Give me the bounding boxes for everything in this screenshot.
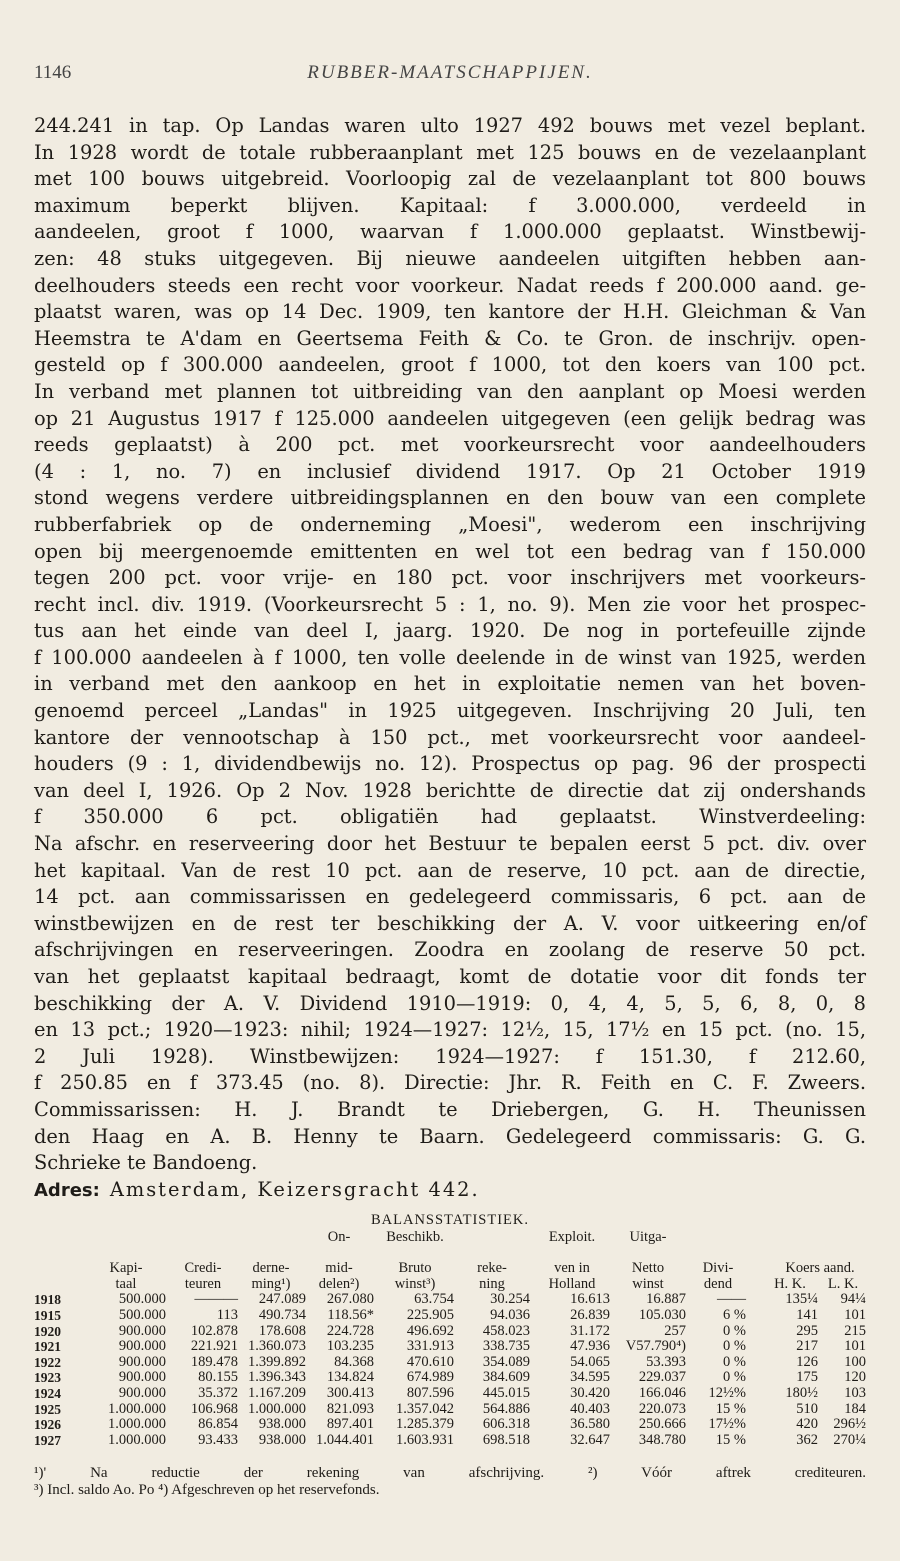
body-line: afschrijvingen en reserveeringen. Zoodra en zoolang de reserve 50 pct.: [34, 938, 866, 962]
body-line: tus aan het einde van deel I, jaarg. 1920. De nog in portefeuille zijnde: [34, 619, 866, 643]
body-line: houders (9 : 1, dividendbewijs no. 12). Prospectus op pag. 96 der prospecti: [34, 752, 866, 776]
stats-cell: 63.754: [414, 1291, 454, 1308]
stats-cell: 1.396.343: [248, 1369, 306, 1386]
stats-cell: 1.000.000: [108, 1400, 166, 1417]
stats-row: [34, 1402, 866, 1418]
stats-row: [34, 1417, 866, 1433]
stats-cell: 224.728: [326, 1322, 374, 1339]
stats-row: [34, 1292, 866, 1308]
stats-year-cell: 1924: [34, 1385, 61, 1401]
stats-header-cell: winst³): [394, 1275, 436, 1292]
body-line: met 100 bouws uitgebreid. Voorloopig zal de vezelaanplant tot 800 bouws: [34, 167, 866, 191]
stats-header-cell: Divi-: [702, 1260, 734, 1277]
stats-cell: 12½%: [708, 1384, 746, 1401]
body-line: Na afschr. en reserveering door het Bestuur te bepalen eerst 5 pct. div. over: [34, 832, 866, 856]
body-line: genoemd perceel „Landas" in 1925 uitgegeven. Inschrijving 20 Juli, ten: [34, 699, 866, 723]
body-line: winstbewijzen en de rest ter beschikking der A. V. voor uitkeering en/of: [34, 911, 866, 935]
stats-cell: 300.413: [326, 1384, 374, 1401]
stats-row: [34, 1308, 866, 1324]
stats-cell: 458.023: [482, 1322, 530, 1339]
stats-cell: 141: [796, 1306, 818, 1323]
stats-cell: 6 %: [723, 1306, 746, 1323]
stats-header-cell: mid-: [325, 1260, 353, 1277]
stats-header-cell: derne-: [252, 1260, 290, 1277]
stats-cell: 113: [216, 1306, 238, 1323]
body-line: tegen 200 pct. voor vrije- en 180 pct. voor inschrijvers met voorkeurs-: [34, 566, 866, 590]
body-line: (4 : 1, no. 7) en inclusief dividend 1917. Op 21 October 1919: [34, 459, 866, 483]
stats-cell: 126: [796, 1353, 818, 1370]
stats-header-cell: Uitga-: [629, 1229, 667, 1245]
stats-cell: 220.073: [638, 1400, 686, 1417]
page-number: 1146: [34, 62, 72, 83]
stats-cell: 103: [844, 1384, 866, 1401]
stats-cell: 500.000: [118, 1291, 166, 1308]
body-line: open bij meergenoemde emittenten en wel tot een bedrag van f 150.000: [34, 539, 866, 563]
body-line: deelhouders steeds een recht voor voorkeur. Nadat reeds f 200.000 aand. ge-: [34, 273, 866, 297]
stats-cell: 86.854: [198, 1416, 238, 1433]
stats-cell: 938.000: [258, 1431, 306, 1448]
stats-cell: 94¼: [840, 1291, 866, 1308]
stats-cell: 16.613: [570, 1291, 610, 1308]
address-value: Amsterdam, Keizersgracht 442.: [109, 1177, 480, 1201]
body-line: gesteld op f 300.000 aandeelen, groot f 1000, tot den koers van 100 pct.: [34, 353, 866, 377]
stats-cell: 32.647: [570, 1431, 610, 1448]
body-line: van het geplaatst kapitaal bedraagt, komt de dotatie voor dit fonds ter: [34, 965, 866, 988]
stats-header-cell: winst: [632, 1275, 664, 1292]
stats-cell: 102.878: [190, 1322, 238, 1339]
stats-year-cell: 1915: [34, 1307, 61, 1323]
stats-cell: 53.393: [646, 1353, 686, 1370]
stats-header-cell: On-: [327, 1229, 351, 1245]
body-line: plaatst waren, was op 14 Dec. 1909, ten kantore der H.H. Gleichman & Van: [34, 300, 866, 324]
stats-title: BALANSSTATISTIEK.: [370, 1212, 530, 1228]
running-title: RUBBER-MAATSCHAPPIJEN.: [307, 62, 593, 83]
stats-cell: 564.886: [482, 1400, 530, 1417]
stats-cell: 100: [844, 1353, 866, 1370]
stats-header-row: [34, 1230, 866, 1246]
stats-header-cell: teuren: [184, 1275, 222, 1292]
stats-cell: 1.000.000: [108, 1431, 166, 1448]
stats-cell: 135¼: [785, 1291, 818, 1308]
stats-cell: 1.044.401: [316, 1431, 374, 1448]
body-line: rubberfabriek op de onderneming „Moesi", wederom een inschrijving: [34, 512, 866, 536]
stats-cell: 106.968: [190, 1400, 238, 1417]
stats-cell: 80.155: [198, 1369, 238, 1386]
stats-cell: 1.285.379: [396, 1416, 454, 1433]
body-line: Heemstra te A'dam en Geertsema Feith & Co. te Gron. de inschrijv. open-: [34, 326, 866, 350]
stats-cell: 267.080: [326, 1291, 374, 1308]
stats-header-cell: ming¹): [251, 1275, 291, 1292]
stats-header-cell: Holland: [548, 1275, 596, 1292]
stats-cell: 900.000: [118, 1384, 166, 1401]
stats-cell: 362: [796, 1431, 818, 1448]
stats-year-cell: 1920: [34, 1323, 61, 1339]
stats-cell: 490.734: [258, 1306, 306, 1323]
stats-cell: 938.000: [258, 1416, 306, 1433]
address-line: [34, 1177, 866, 1204]
stats-cell: 674.989: [406, 1369, 454, 1386]
stats-cell: 166.046: [638, 1384, 686, 1401]
stats-cell: 470.610: [406, 1353, 454, 1370]
body-line: in verband met den aankoop en het in exploitatie nemen van het boven-: [34, 672, 866, 696]
stats-cell: 84.368: [334, 1353, 374, 1370]
stats-cell: 215: [844, 1322, 866, 1339]
body-line: maximum beperkt blijven. Kapitaal: f 3.000.000, verdeeld in: [34, 193, 866, 217]
stats-table: [34, 1230, 866, 1448]
stats-cell: 900.000: [118, 1338, 166, 1355]
stats-cell: 105.030: [638, 1306, 686, 1323]
body-line: f 350.000 6 pct. obligatiën had geplaatst. Winstverdeeling:: [34, 805, 866, 829]
stats-header-cell: reke-: [477, 1260, 507, 1277]
stats-cell: 180½: [785, 1384, 818, 1401]
address-label: Adres:: [34, 1179, 100, 1201]
stats-cell: 40.403: [570, 1400, 610, 1417]
stats-header-cell: Kapi-: [109, 1260, 143, 1277]
stats-cell: 445.015: [482, 1384, 530, 1401]
stats-cell: ——: [717, 1291, 746, 1308]
stats-cell: 1.167.209: [248, 1384, 306, 1401]
stats-cell: 94.036: [490, 1306, 530, 1323]
stats-cell: 338.735: [482, 1338, 530, 1355]
stats-header-cell: Bruto: [398, 1260, 432, 1277]
stats-row: [34, 1370, 866, 1386]
stats-cell: 15 %: [715, 1431, 746, 1448]
stats-cell: 496.692: [406, 1322, 454, 1339]
page-header: [34, 62, 866, 92]
stats-cell: 30.420: [570, 1384, 610, 1401]
stats-cell: 118.56*: [327, 1306, 374, 1323]
stats-header-row: [34, 1277, 866, 1293]
stats-cell: 184: [844, 1400, 866, 1417]
stats-cell: 510: [796, 1400, 818, 1417]
stats-cell: 34.595: [570, 1369, 610, 1386]
body-line: kantore der vennootschap à 150 pct., met voorkeursrecht voor aandeel-: [34, 725, 866, 749]
stats-cell: 698.518: [482, 1431, 530, 1448]
stats-cell: 189.478: [190, 1353, 238, 1370]
body-line: In verband met plannen tot uitbreiding van den aanplant op Moesi werden: [34, 379, 866, 403]
body-line: aandeelen, groot f 1000, waarvan f 1.000.000 geplaatst. Winstbewij-: [34, 220, 866, 244]
footnote: ³) Incl. saldo Ao. Po ⁴) Afgeschreven op het reservefonds.: [34, 1482, 380, 1498]
stats-cell: 821.093: [326, 1400, 374, 1417]
stats-cell: 120: [844, 1369, 866, 1386]
stats-cell: 900.000: [118, 1322, 166, 1339]
stats-cell: 101: [844, 1338, 866, 1355]
stats-cell: 270¼: [833, 1431, 866, 1448]
stats-cell: 0 %: [723, 1322, 746, 1339]
stats-header-row: [34, 1246, 866, 1262]
stats-header-cell: dend: [703, 1275, 733, 1292]
stats-row: [34, 1339, 866, 1355]
stats-year-cell: 1923: [34, 1370, 61, 1386]
stats-cell: 384.609: [482, 1369, 530, 1386]
stats-cell: 0 %: [723, 1369, 746, 1386]
stats-cell: 36.580: [570, 1416, 610, 1433]
body-line: f 250.85 en f 373.45 (no. 8). Directie: Jhr. R. Feith en C. F. Zweers.: [34, 1071, 866, 1095]
stats-cell: 354.089: [482, 1353, 530, 1370]
body-line: 14 pct. aan commissarissen en gedelegeerd commissaris, 6 pct. aan de: [34, 885, 866, 909]
body-line: beschikking der A. V. Dividend 1910—1919: 0, 4, 4, 5, 5, 6, 8, 0, 8: [34, 991, 866, 1015]
body-line: 2 Juli 1928). Winstbewijzen: 1924—1927: f 151.30, f 212.60,: [34, 1044, 866, 1068]
stats-cell: V57.790⁴): [625, 1338, 686, 1355]
stats-cell: 54.065: [570, 1353, 610, 1370]
footnote: ¹)' Na reductie der rekening van afschrijving. ²) Vóór aftrek crediteuren.: [34, 1465, 866, 1481]
stats-header-cell: H. K.: [774, 1275, 806, 1292]
stats-cell: 225.905: [406, 1306, 454, 1323]
body-line: Commissarissen: H. J. Brandt te Driebergen, G. H. Theunissen: [34, 1097, 866, 1121]
body-line: f 100.000 aandeelen à f 1000, ten volle deelende in de winst van 1925, werden: [34, 645, 866, 669]
stats-year-cell: 1918: [34, 1292, 61, 1308]
stats-header-cell: Credi-: [184, 1260, 222, 1277]
stats-cell: 30.254: [490, 1291, 530, 1308]
stats-year-cell: 1925: [34, 1401, 61, 1417]
body-line: op 21 Augustus 1917 f 125.000 aandeelen uitgegeven (een gelijk bedrag was: [34, 406, 866, 430]
stats-header-cell: Exploit.: [548, 1229, 596, 1245]
stats-header-cell: Beschikb.: [386, 1229, 444, 1245]
body-line: 244.241 in tap. Op Landas waren ulto 1927 492 bouws met vezel beplant.: [34, 114, 866, 137]
stats-header-cell: Netto: [631, 1260, 665, 1277]
stats-year-cell: 1927: [34, 1432, 61, 1448]
stats-cell: 1.603.931: [396, 1431, 454, 1448]
stats-cell: 420: [796, 1416, 818, 1433]
stats-row: [34, 1386, 866, 1402]
stats-row: [34, 1433, 866, 1449]
stats-cell: 221.921: [190, 1338, 238, 1355]
stats-cell: 229.037: [638, 1369, 686, 1386]
stats-cell: 0 %: [723, 1353, 746, 1370]
stats-cell: 0 %: [723, 1338, 746, 1355]
stats-cell: 47.936: [570, 1338, 610, 1355]
stats-cell: 16.887: [646, 1291, 686, 1308]
body-line: het kapitaal. Van de rest 10 pct. aan de reserve, 10 pct. aan de directie,: [34, 858, 866, 882]
stats-cell: 103.235: [326, 1338, 374, 1355]
stats-cell: 1.360.073: [248, 1338, 306, 1355]
stats-row: [34, 1355, 866, 1371]
body-line: van deel I, 1926. Op 2 Nov. 1928 berichtte de directie dat zij ondershands: [34, 778, 866, 802]
stats-cell: 26.839: [570, 1306, 610, 1323]
body-line: recht incl. div. 1919. (Voorkeursrecht 5 : 1, no. 9). Men zie voor het prospec-: [34, 592, 866, 616]
stats-cell: 217: [796, 1338, 818, 1355]
stats-cell: 35.372: [198, 1384, 238, 1401]
stats-header-cell: Koers aand.: [785, 1260, 855, 1277]
stats-year-cell: 1922: [34, 1354, 61, 1370]
stats-cell: 257: [664, 1322, 686, 1339]
stats-year-cell: 1926: [34, 1417, 61, 1433]
stats-header-cell: delen²): [318, 1275, 360, 1292]
footnotes: [34, 1465, 866, 1499]
body-line: In 1928 wordt de totale rubberaanplant met 125 bouws en de vezelaanplant: [34, 140, 866, 164]
body-line: den Haag en A. B. Henny te Baarn. Gedelegeerd commissaris: G. G.: [34, 1124, 866, 1148]
stats-cell: 1.357.042: [396, 1400, 454, 1417]
stats-cell: 897.401: [326, 1416, 374, 1433]
body-line: en 13 pct.; 1920—1923: nihil; 1924—1927: 12½, 15, 17½ en 15 pct. (no. 15,: [34, 1018, 866, 1042]
stats-cell: 101: [844, 1306, 866, 1323]
body-line: Schrieke te Bandoeng.: [34, 1151, 258, 1175]
stats-cell: 807.596: [406, 1384, 454, 1401]
stats-cell: 606.318: [482, 1416, 530, 1433]
stats-cell: 15 %: [715, 1400, 746, 1417]
stats-cell: 900.000: [118, 1369, 166, 1386]
stats-cell: 31.172: [570, 1322, 610, 1339]
stats-header-cell: ning: [479, 1275, 505, 1292]
stats-header-cell: ven in: [554, 1260, 590, 1277]
body-line: zen: 48 stuks uitgegeven. Bij nieuwe aandeelen uitgiften hebben aan-: [34, 246, 866, 270]
stats-cell: 900.000: [118, 1353, 166, 1370]
stats-cell: ———: [194, 1291, 238, 1308]
stats-cell: 134.824: [326, 1369, 374, 1386]
stats-cell: 1.399.892: [248, 1353, 306, 1370]
stats-cell: 348.780: [638, 1431, 686, 1448]
body-text: [34, 113, 866, 1203]
body-line: stond wegens verdere uitbreidingsplannen en den bouw van een complete: [34, 486, 866, 510]
stats-header-row: [34, 1261, 866, 1277]
stats-cell: 331.913: [406, 1338, 454, 1355]
stats-cell: 175: [796, 1369, 818, 1386]
stats-year-cell: 1921: [34, 1339, 61, 1355]
balance-statistics: [34, 1212, 866, 1448]
stats-cell: 500.000: [118, 1306, 166, 1323]
stats-cell: 1.000.000: [248, 1400, 306, 1417]
stats-cell: 295: [796, 1322, 818, 1339]
stats-header-cell: L. K.: [827, 1275, 859, 1292]
stats-cell: 93.433: [198, 1431, 238, 1448]
stats-row: [34, 1324, 866, 1340]
stats-cell: 178.608: [258, 1322, 306, 1339]
stats-cell: 250.666: [638, 1416, 686, 1433]
stats-cell: 247.089: [258, 1291, 306, 1308]
stats-cell: 1.000.000: [108, 1416, 166, 1433]
stats-cell: 17½%: [708, 1416, 746, 1433]
stats-header-cell: taal: [115, 1275, 137, 1292]
body-line: reeds geplaatst) à 200 pct. met voorkeursrecht voor aandeelhouders: [34, 433, 866, 457]
stats-cell: 296½: [833, 1416, 866, 1433]
